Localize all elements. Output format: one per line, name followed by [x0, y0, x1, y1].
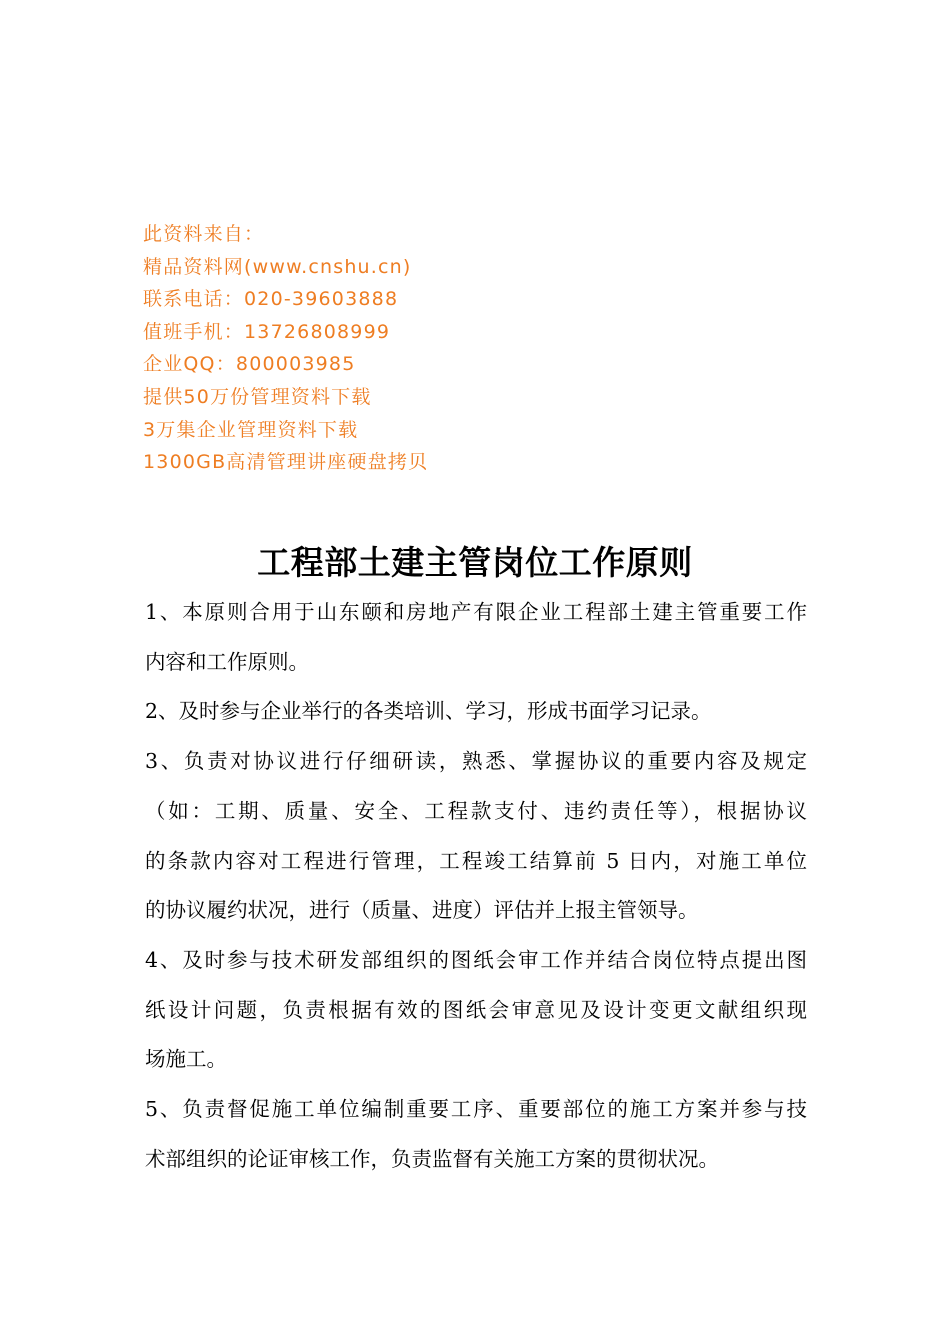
paragraph-line: 术部组织的论证审核工作，负责监督有关施工方案的贯彻状况。 — [145, 1146, 719, 1171]
source-line-mobile: 值班手机：13726808999 — [143, 320, 391, 343]
paragraph-line: 1、本原则合用于山东颐和房地产有限企业工程部土建主管重要工作 — [145, 600, 807, 624]
source-info-block — [143, 218, 643, 479]
paragraph-line: 场施工。 — [145, 1047, 227, 1072]
document-title: 工程部土建主管岗位工作原则 — [257, 543, 693, 582]
paragraph-item-5 — [145, 1085, 807, 1184]
paragraph-line: 4、及时参与技术研发部组织的图纸会审工作并结合岗位特点提出图 — [145, 947, 807, 972]
paragraph-line: 纸设计问题，负责根据有效的图纸会审意见及设计变更文献组织现 — [145, 997, 807, 1022]
paragraph-line: 的协议履约状况，进行（质量、进度）评估并上报主管领导。 — [145, 898, 699, 923]
source-line-qq: 企业QQ：800003985 — [143, 353, 356, 376]
paragraph-item-2 — [145, 687, 807, 737]
paragraph-line: （如：工期、质量、安全、工程款支付、违约责任等），根据协议 — [145, 798, 807, 823]
source-line-offer-2: 3万集企业管理资料下载 — [143, 418, 359, 441]
paragraph-item-1 — [145, 588, 807, 687]
paragraph-item-3 — [145, 737, 807, 936]
source-line-offer-3: 1300GB高清管理讲座硬盘拷贝 — [143, 451, 429, 474]
paragraph-line: 3、负责对协议进行仔细研读，熟悉、掌握协议的重要内容及规定 — [145, 749, 807, 774]
paragraph-line: 2、及时参与企业举行的各类培训、学习，形成书面学习记录。 — [145, 699, 712, 724]
paragraph-line: 的条款内容对工程进行管理，工程竣工结算前 5 日内，对施工单位 — [145, 848, 807, 873]
paragraph-line: 内容和工作原则。 — [145, 649, 309, 674]
source-line-website: 精品资料网(www.cnshu.cn) — [143, 255, 412, 278]
source-line-from: 此资料来自： — [143, 223, 265, 245]
paragraph-item-4 — [145, 936, 807, 1085]
source-line-phone: 联系电话：020-39603888 — [143, 288, 399, 311]
document-body — [145, 588, 807, 1184]
source-line-offer-1: 提供50万份管理资料下载 — [143, 385, 372, 408]
paragraph-line: 5、负责督促施工单位编制重要工序、重要部位的施工方案并参与技 — [145, 1097, 807, 1122]
